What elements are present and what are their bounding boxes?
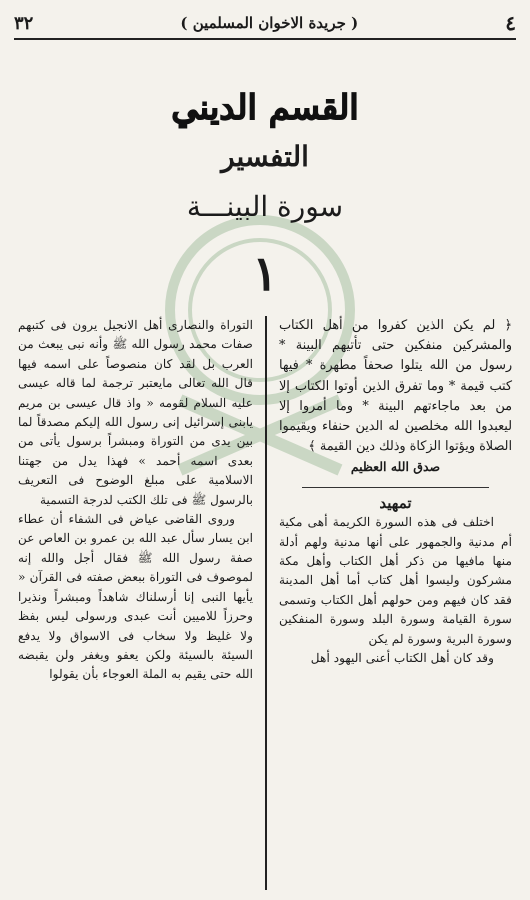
page-header — [14, 8, 516, 40]
divider — [302, 487, 488, 488]
left-paragraph-1: التوراة والنصارى أهل الانجيل يرون فى كتبهم صفات محمد رسول الله ﷺ وأنه نبى يبعث من العرب بل لقد كان منصوصاً على اسمه فيها قال الله تعالى مايعتبر ترجمة لما قاله عيسى عليه السلام لقومه « واذ قال عيسى بن مريم يابنى إسرائيل إنى رسول الله إليكم مصدقاً لما بين يدى من التوراة ومبشراً برسول يأتى من بعدى اسمه أحمد » فهذا يدل من جهتنا الاسلامية على مبلغ الوضوح فى التعريف بالرسول ﷺ فى تلك الكتب لدرجة التسمية — [18, 318, 253, 507]
running-title: ( جريدة الاخوان المسلمين ) — [180, 14, 359, 32]
subsection-title: التفسير — [221, 140, 309, 173]
surah-title: سورة البينـــة — [186, 190, 344, 223]
page-number: ٤ — [505, 11, 516, 35]
text-columns — [14, 316, 516, 890]
left-column — [14, 316, 265, 890]
closing-formula: صدق الله العظيم — [350, 459, 441, 475]
intro-paragraph: اختلف فى هذه السورة الكريمة أهى مكية أم مدنية والجمهور على أنها مدنية ولهم أدلة منها مافيها من ذكر أهل الكتاب وأهل مكة مشركون وليسوا أهل كتاب أما أهل المدينة فقد كان فيهم ومن حولهم أهل الكتاب وتسمى سورة القيامة وسورة البلد وسورة المنفكين وسورة البرية وسورة لم يكن — [279, 515, 512, 646]
quran-verses: ﴿ لم يكن الذين كفروا من أهل الكتاب والمشركين منفكين حتى تأتيهم البينة * رسول من الله يتلوا صحفاً مطهرة * فيها كتب قيمة * وما تفرق الذين أوتوا الكتاب إلا من بعد ماجاءتهم البينة * وما أمروا إلا ليعبدوا الله مخلصين له الدين حنفاء ويقيموا الصلاة ويؤتوا الزكاة وذلك دين القيمة ﴾ — [279, 318, 512, 455]
intro-heading: تمهيد — [379, 493, 412, 512]
left-paragraph-2: وروى القاضى عياض فى الشفاء أن عطاء ابن يسار سأل عبد الله بن عمرو بن العاص عن صفة رسول الله ﷺ فقال أجل والله إنه لموصوف فى التوراة ببعض صفته فى القرآن « يأيها النبى إنا أرسلناك شاهداً ومبشراً ونذيرا وحرزاً للاميين أنت عبدى ورسولى ليس بفظ ولا غليظ ولا سخاب فى الاسواق ولا يدفع السيئة بالسيئة ولكن يعفو ويغفر ولن يقبضه الله حتى يقيم به الملة العوجاء بأن يقولوا — [18, 512, 253, 682]
section-title: القسم الديني — [171, 88, 359, 128]
part-number: ١ — [252, 246, 278, 302]
intro-continuation: وقد كان أهل الكتاب أعنى اليهود أهل — [310, 651, 494, 666]
page-number-alt: ٣٢ — [14, 12, 34, 34]
right-column — [265, 316, 516, 890]
